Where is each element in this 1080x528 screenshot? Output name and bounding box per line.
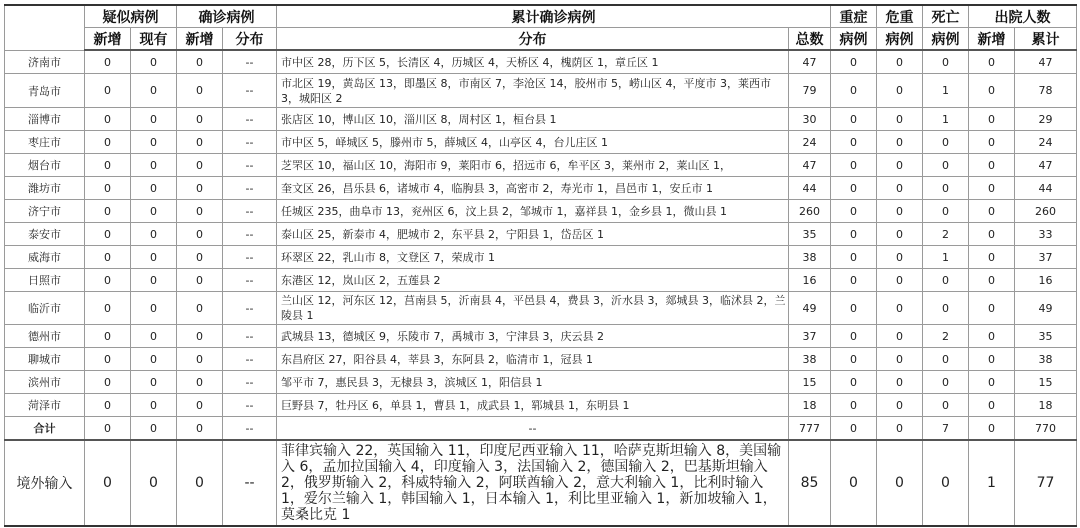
confirmed-new: 0 <box>177 200 223 223</box>
cumulative-distribution: 东昌府区 27，阳谷县 4，莘县 3，东阿县 2，临清市 1，冠县 1 <box>277 348 789 371</box>
suspected-current: 0 <box>131 154 177 177</box>
discharged-total: 33 <box>1015 223 1077 246</box>
severe-cases: 0 <box>831 177 877 200</box>
subheader-discharged-total: 累计 <box>1015 28 1077 51</box>
table-row <box>5 131 1077 154</box>
suspected-current: 0 <box>131 371 177 394</box>
city-name: 威海市 <box>5 246 85 269</box>
discharged-new: 0 <box>969 200 1015 223</box>
confirmed-distribution: -- <box>223 131 277 154</box>
cumulative-total: 16 <box>789 269 831 292</box>
subheader-total: 总数 <box>789 28 831 51</box>
cumulative-total: 15 <box>789 371 831 394</box>
confirmed-new: 0 <box>177 50 223 74</box>
suspected-current: 0 <box>131 74 177 108</box>
imported-discharged-total: 77 <box>1015 440 1077 526</box>
confirmed-new: 0 <box>177 246 223 269</box>
critical-cases: 0 <box>877 200 923 223</box>
death-cases: 0 <box>923 394 969 417</box>
critical-cases: 0 <box>877 74 923 108</box>
header-critical: 危重 <box>877 5 923 28</box>
cumulative-distribution: 张店区 10，博山区 10，淄川区 8，周村区 1，桓台县 1 <box>277 108 789 131</box>
death-cases: 0 <box>923 131 969 154</box>
subheader-death: 病例 <box>923 28 969 51</box>
confirmed-distribution: -- <box>223 74 277 108</box>
imported-distribution: 菲律宾输入 22，英国输入 11，印度尼西亚输入 11，哈萨克斯坦输入 8，美国输入 6，孟加拉国输入 4，印度输入 3，法国输入 2，德国输入 2，巴基斯坦输入 2，俄罗斯输入 2，科威特输入 2，阿联酋输入 2，意大利输入 1，比利时输入 1，爱尔兰输入 1，韩国输入 1，日本输入 1，利比里亚输入 1，新加坡输入 1，莫桑比克 1 <box>277 440 789 526</box>
discharged-total: 47 <box>1015 50 1077 74</box>
city-name: 济宁市 <box>5 200 85 223</box>
suspected-new: 0 <box>85 325 131 348</box>
total-confirmed-new: 0 <box>177 417 223 441</box>
critical-cases: 0 <box>877 108 923 131</box>
city-name: 聊城市 <box>5 348 85 371</box>
confirmed-new: 0 <box>177 394 223 417</box>
imported-severe: 0 <box>831 440 877 526</box>
total-cumulative-distribution: -- <box>277 417 789 441</box>
confirmed-new: 0 <box>177 269 223 292</box>
confirmed-new: 0 <box>177 292 223 325</box>
discharged-new: 0 <box>969 325 1015 348</box>
city-name: 菏泽市 <box>5 394 85 417</box>
discharged-new: 0 <box>969 348 1015 371</box>
city-name: 临沂市 <box>5 292 85 325</box>
cumulative-total: 18 <box>789 394 831 417</box>
confirmed-new: 0 <box>177 108 223 131</box>
cumulative-distribution: 泰山区 25，新泰市 4，肥城市 2，东平县 2，宁阳县 1，岱岳区 1 <box>277 223 789 246</box>
confirmed-new: 0 <box>177 131 223 154</box>
confirmed-distribution: -- <box>223 246 277 269</box>
discharged-new: 0 <box>969 269 1015 292</box>
suspected-new: 0 <box>85 348 131 371</box>
header-death: 死亡 <box>923 5 969 28</box>
severe-cases: 0 <box>831 200 877 223</box>
header-discharged: 出院人数 <box>969 5 1077 28</box>
death-cases: 0 <box>923 371 969 394</box>
cumulative-total: 38 <box>789 246 831 269</box>
imported-confirmed-distribution: -- <box>223 440 277 526</box>
cumulative-total: 79 <box>789 74 831 108</box>
cumulative-distribution: 武城县 13，德城区 9，乐陵市 7，禹城市 3，宁津县 3，庆云县 2 <box>277 325 789 348</box>
city-name: 淄博市 <box>5 108 85 131</box>
case-table <box>4 4 1077 527</box>
suspected-current: 0 <box>131 108 177 131</box>
table-row <box>5 177 1077 200</box>
discharged-new: 0 <box>969 371 1015 394</box>
discharged-new: 0 <box>969 154 1015 177</box>
death-cases: 1 <box>923 108 969 131</box>
discharged-total: 49 <box>1015 292 1077 325</box>
suspected-new: 0 <box>85 371 131 394</box>
table-row <box>5 223 1077 246</box>
death-cases: 0 <box>923 50 969 74</box>
suspected-current: 0 <box>131 246 177 269</box>
discharged-new: 0 <box>969 246 1015 269</box>
confirmed-distribution: -- <box>223 177 277 200</box>
total-critical-cases: 0 <box>877 417 923 441</box>
table-row <box>5 154 1077 177</box>
total-label: 合计 <box>5 417 85 441</box>
confirmed-distribution: -- <box>223 394 277 417</box>
suspected-new: 0 <box>85 154 131 177</box>
severe-cases: 0 <box>831 50 877 74</box>
cumulative-total: 24 <box>789 131 831 154</box>
severe-cases: 0 <box>831 394 877 417</box>
table-row <box>5 371 1077 394</box>
severe-cases: 0 <box>831 246 877 269</box>
city-name: 德州市 <box>5 325 85 348</box>
discharged-new: 0 <box>969 223 1015 246</box>
imported-confirmed-new: 0 <box>177 440 223 526</box>
discharged-total: 38 <box>1015 348 1077 371</box>
critical-cases: 0 <box>877 131 923 154</box>
confirmed-new: 0 <box>177 325 223 348</box>
subheader-confirmed-distribution: 分布 <box>223 28 277 51</box>
death-cases: 2 <box>923 223 969 246</box>
suspected-current: 0 <box>131 348 177 371</box>
subheader-severe: 病例 <box>831 28 877 51</box>
confirmed-new: 0 <box>177 348 223 371</box>
confirmed-distribution: -- <box>223 154 277 177</box>
severe-cases: 0 <box>831 108 877 131</box>
subheader-suspected-new: 新增 <box>85 28 131 51</box>
table-row <box>5 292 1077 325</box>
confirmed-distribution: -- <box>223 223 277 246</box>
cumulative-distribution: 市中区 28，历下区 5，长清区 4，历城区 4，天桥区 4，槐荫区 1，章丘区 1 <box>277 50 789 74</box>
discharged-total: 16 <box>1015 269 1077 292</box>
critical-cases: 0 <box>877 371 923 394</box>
confirmed-distribution: -- <box>223 108 277 131</box>
header-region <box>5 5 85 50</box>
cumulative-distribution: 兰山区 12，河东区 12，莒南县 5，沂南县 4，平邑县 4，费县 3，沂水县 3，郯城县 3，临沭县 2，兰陵县 1 <box>277 292 789 325</box>
subheader-critical: 病例 <box>877 28 923 51</box>
city-name: 滨州市 <box>5 371 85 394</box>
critical-cases: 0 <box>877 50 923 74</box>
confirmed-new: 0 <box>177 371 223 394</box>
header-suspected: 疑似病例 <box>85 5 177 28</box>
table-row <box>5 108 1077 131</box>
discharged-total: 15 <box>1015 371 1077 394</box>
suspected-current: 0 <box>131 325 177 348</box>
cumulative-distribution: 邹平市 7，惠民县 3，无棣县 3，滨城区 1，阳信县 1 <box>277 371 789 394</box>
imported-total: 85 <box>789 440 831 526</box>
discharged-total: 24 <box>1015 131 1077 154</box>
cumulative-total: 30 <box>789 108 831 131</box>
cumulative-distribution: 市中区 5，峄城区 5，滕州市 5，薛城区 4，山亭区 4，台儿庄区 1 <box>277 131 789 154</box>
city-name: 烟台市 <box>5 154 85 177</box>
suspected-new: 0 <box>85 50 131 74</box>
severe-cases: 0 <box>831 223 877 246</box>
critical-cases: 0 <box>877 269 923 292</box>
imported-death: 0 <box>923 440 969 526</box>
imported-critical: 0 <box>877 440 923 526</box>
critical-cases: 0 <box>877 394 923 417</box>
death-cases: 0 <box>923 292 969 325</box>
discharged-total: 78 <box>1015 74 1077 108</box>
discharged-total: 260 <box>1015 200 1077 223</box>
suspected-current: 0 <box>131 200 177 223</box>
suspected-new: 0 <box>85 292 131 325</box>
confirmed-distribution: -- <box>223 292 277 325</box>
critical-cases: 0 <box>877 177 923 200</box>
critical-cases: 0 <box>877 325 923 348</box>
table-row <box>5 200 1077 223</box>
city-name: 枣庄市 <box>5 131 85 154</box>
discharged-total: 18 <box>1015 394 1077 417</box>
discharged-total: 29 <box>1015 108 1077 131</box>
total-confirmed-distribution: -- <box>223 417 277 441</box>
confirmed-distribution: -- <box>223 50 277 74</box>
cumulative-distribution: 奎文区 26，昌乐县 6，诸城市 4，临朐县 3，高密市 2，寿光市 1，昌邑市 1，安丘市 1 <box>277 177 789 200</box>
cumulative-distribution: 任城区 235，曲阜市 13，兖州区 6，汶上县 2，邹城市 1，嘉祥县 1，金乡县 1，微山县 1 <box>277 200 789 223</box>
confirmed-distribution: -- <box>223 348 277 371</box>
suspected-new: 0 <box>85 223 131 246</box>
total-suspected-current: 0 <box>131 417 177 441</box>
cumulative-total: 47 <box>789 50 831 74</box>
severe-cases: 0 <box>831 325 877 348</box>
city-name: 日照市 <box>5 269 85 292</box>
severe-cases: 0 <box>831 348 877 371</box>
subheader-discharged-new: 新增 <box>969 28 1015 51</box>
discharged-new: 0 <box>969 74 1015 108</box>
confirmed-distribution: -- <box>223 371 277 394</box>
suspected-current: 0 <box>131 394 177 417</box>
cumulative-total: 35 <box>789 223 831 246</box>
total-row <box>5 417 1077 441</box>
imported-discharged-new: 1 <box>969 440 1015 526</box>
suspected-new: 0 <box>85 108 131 131</box>
cumulative-distribution: 芝罘区 10，福山区 10，海阳市 9，莱阳市 6，招远市 6，牟平区 3，莱州市 2，莱山区 1， <box>277 154 789 177</box>
confirmed-distribution: -- <box>223 269 277 292</box>
suspected-current: 0 <box>131 177 177 200</box>
cumulative-distribution: 巨野县 7，牡丹区 6，单县 1，曹县 1，成武县 1，郓城县 1，东明县 1 <box>277 394 789 417</box>
severe-cases: 0 <box>831 154 877 177</box>
imported-row <box>5 440 1077 526</box>
death-cases: 0 <box>923 348 969 371</box>
discharged-new: 0 <box>969 394 1015 417</box>
death-cases: 2 <box>923 325 969 348</box>
total-death-cases: 7 <box>923 417 969 441</box>
critical-cases: 0 <box>877 348 923 371</box>
cumulative-total: 47 <box>789 154 831 177</box>
subheader-suspected-current: 现有 <box>131 28 177 51</box>
table-row <box>5 348 1077 371</box>
total-suspected-new: 0 <box>85 417 131 441</box>
table-row <box>5 325 1077 348</box>
subheader-confirmed-new: 新增 <box>177 28 223 51</box>
cumulative-distribution: 东港区 12，岚山区 2，五莲县 2 <box>277 269 789 292</box>
critical-cases: 0 <box>877 292 923 325</box>
confirmed-new: 0 <box>177 177 223 200</box>
critical-cases: 0 <box>877 223 923 246</box>
severe-cases: 0 <box>831 74 877 108</box>
death-cases: 0 <box>923 269 969 292</box>
cumulative-total: 49 <box>789 292 831 325</box>
suspected-new: 0 <box>85 246 131 269</box>
table-row <box>5 74 1077 108</box>
suspected-new: 0 <box>85 269 131 292</box>
suspected-current: 0 <box>131 50 177 74</box>
imported-label: 境外输入 <box>5 440 85 526</box>
confirmed-distribution: -- <box>223 200 277 223</box>
discharged-total: 47 <box>1015 154 1077 177</box>
city-name: 潍坊市 <box>5 177 85 200</box>
death-cases: 0 <box>923 200 969 223</box>
confirmed-distribution: -- <box>223 325 277 348</box>
discharged-new: 0 <box>969 131 1015 154</box>
table-row <box>5 394 1077 417</box>
discharged-new: 0 <box>969 50 1015 74</box>
city-name: 济南市 <box>5 50 85 74</box>
confirmed-new: 0 <box>177 74 223 108</box>
suspected-current: 0 <box>131 292 177 325</box>
discharged-total: 35 <box>1015 325 1077 348</box>
death-cases: 0 <box>923 154 969 177</box>
suspected-current: 0 <box>131 223 177 246</box>
header-cumulative: 累计确诊病例 <box>277 5 831 28</box>
suspected-new: 0 <box>85 74 131 108</box>
suspected-new: 0 <box>85 200 131 223</box>
total-cumulative-total: 777 <box>789 417 831 441</box>
death-cases: 0 <box>923 177 969 200</box>
discharged-total: 37 <box>1015 246 1077 269</box>
suspected-new: 0 <box>85 131 131 154</box>
header-confirmed: 确诊病例 <box>177 5 277 28</box>
total-discharged-total: 770 <box>1015 417 1077 441</box>
severe-cases: 0 <box>831 371 877 394</box>
critical-cases: 0 <box>877 154 923 177</box>
suspected-current: 0 <box>131 131 177 154</box>
total-severe-cases: 0 <box>831 417 877 441</box>
suspected-current: 0 <box>131 269 177 292</box>
cumulative-distribution: 市北区 19，黄岛区 13，即墨区 8，市南区 7，李沧区 14，胶州市 5，崂山区 4，平度市 3，莱西市 3，城阳区 2 <box>277 74 789 108</box>
table-row <box>5 269 1077 292</box>
imported-suspected-new: 0 <box>85 440 131 526</box>
confirmed-new: 0 <box>177 154 223 177</box>
city-name: 青岛市 <box>5 74 85 108</box>
severe-cases: 0 <box>831 269 877 292</box>
severe-cases: 0 <box>831 131 877 154</box>
discharged-new: 0 <box>969 292 1015 325</box>
table-row <box>5 246 1077 269</box>
table-body <box>5 50 1077 526</box>
cumulative-total: 44 <box>789 177 831 200</box>
header-severe: 重症 <box>831 5 877 28</box>
death-cases: 1 <box>923 246 969 269</box>
confirmed-new: 0 <box>177 223 223 246</box>
suspected-new: 0 <box>85 177 131 200</box>
imported-suspected-current: 0 <box>131 440 177 526</box>
cumulative-total: 38 <box>789 348 831 371</box>
death-cases: 1 <box>923 74 969 108</box>
total-discharged-new: 0 <box>969 417 1015 441</box>
table-row <box>5 50 1077 74</box>
discharged-new: 0 <box>969 177 1015 200</box>
critical-cases: 0 <box>877 246 923 269</box>
city-name: 泰安市 <box>5 223 85 246</box>
subheader-distribution: 分布 <box>277 28 789 51</box>
severe-cases: 0 <box>831 292 877 325</box>
discharged-new: 0 <box>969 108 1015 131</box>
discharged-total: 44 <box>1015 177 1077 200</box>
suspected-new: 0 <box>85 394 131 417</box>
cumulative-total: 260 <box>789 200 831 223</box>
cumulative-distribution: 环翠区 22，乳山市 8，文登区 7，荣成市 1 <box>277 246 789 269</box>
cumulative-total: 37 <box>789 325 831 348</box>
